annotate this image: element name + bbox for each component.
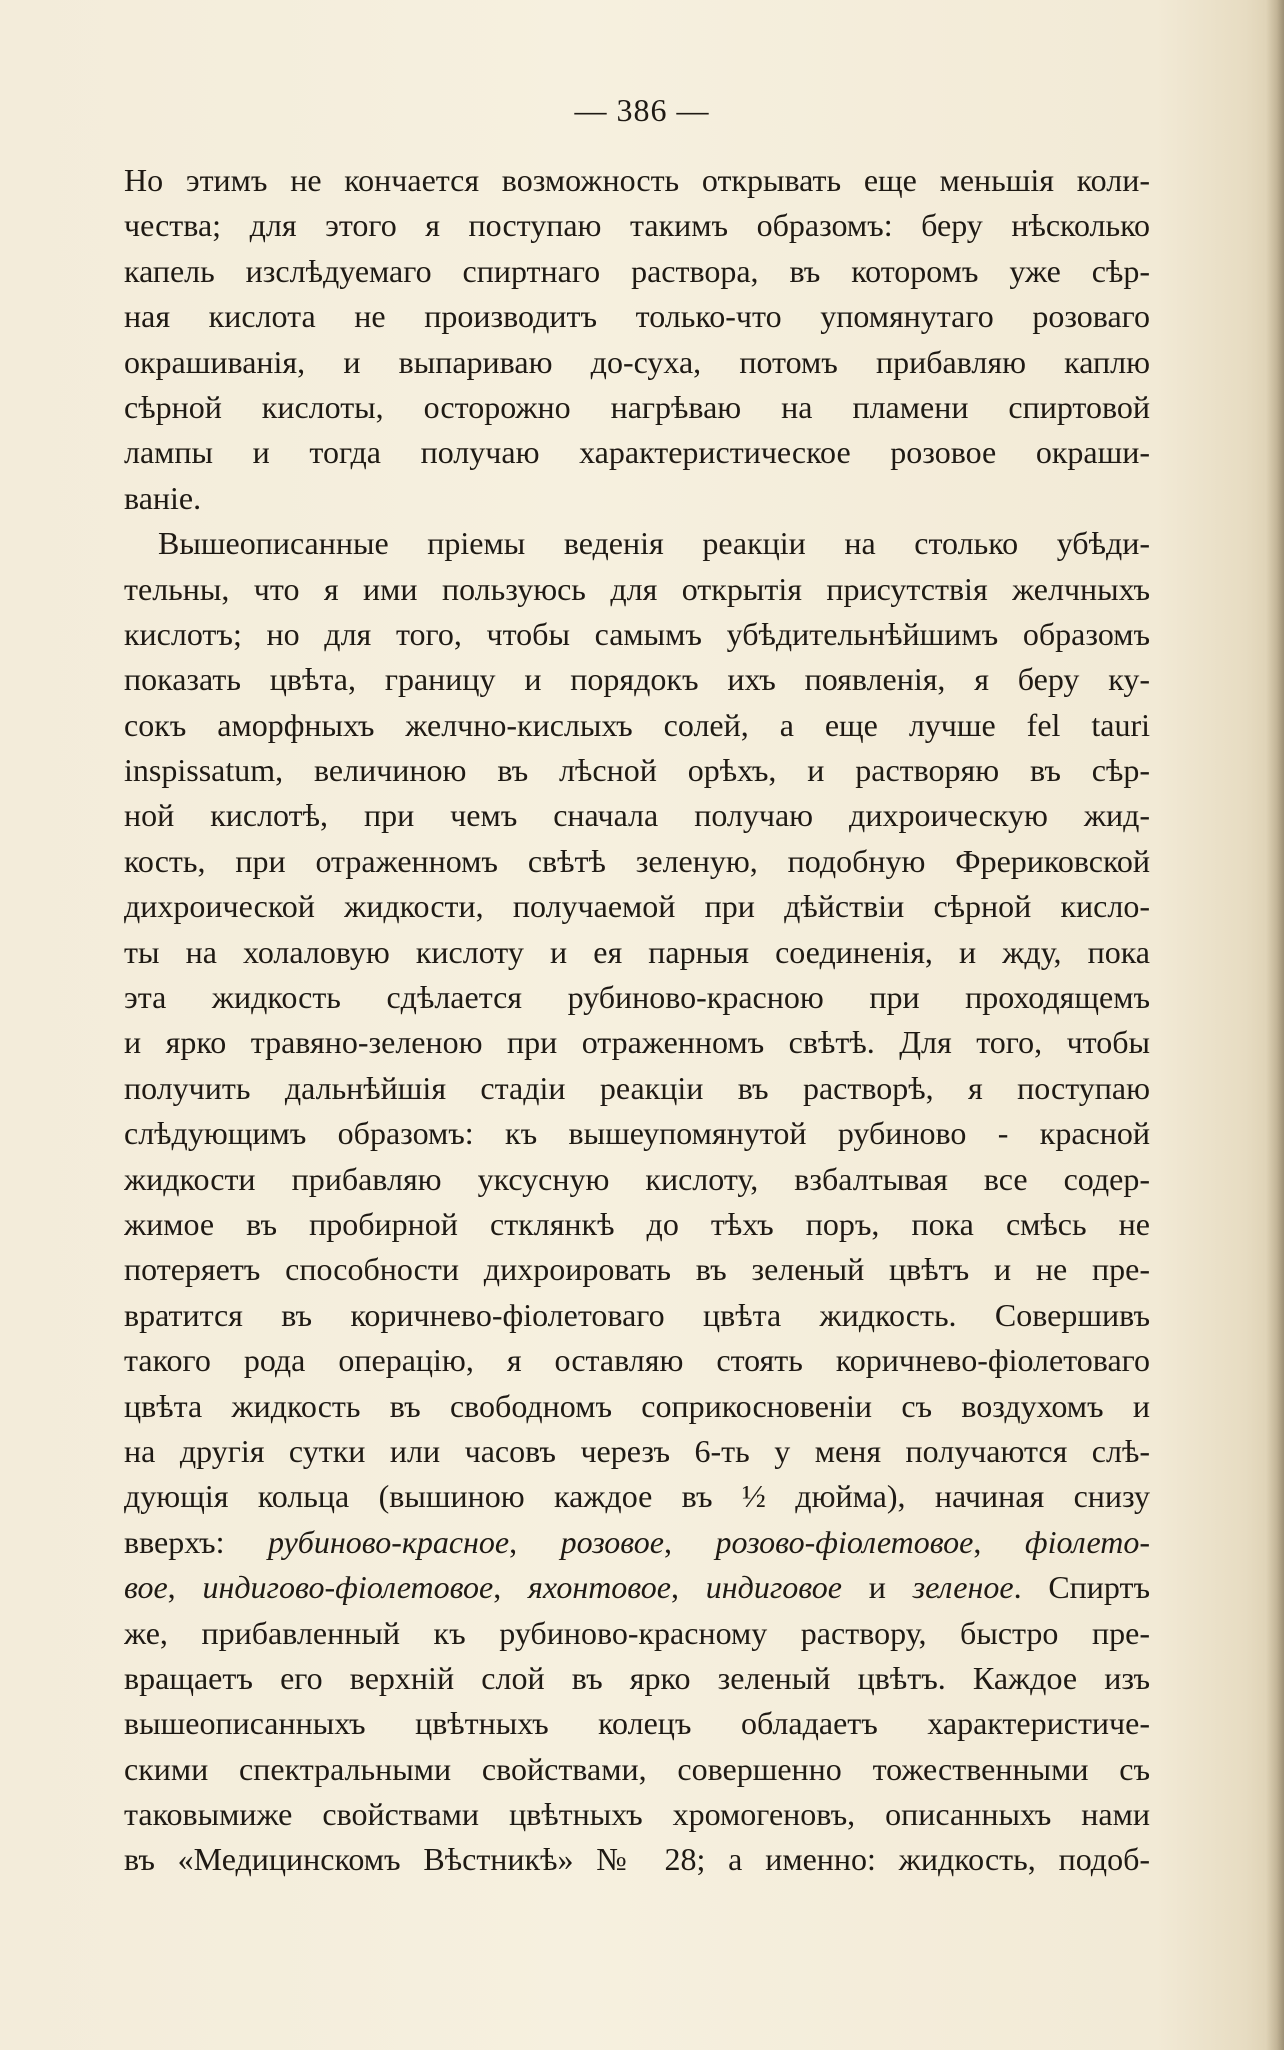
text-line	[124, 158, 1150, 203]
italic-term: фіолето-	[1024, 1523, 1150, 1560]
text-line	[124, 1429, 1150, 1474]
text-line	[124, 203, 1150, 248]
text-segment: на другія сутки или часовъ черезъ 6-ть у меня получаются слѣ-	[124, 1432, 1150, 1469]
text-segment: въ «Медицинскомъ Вѣстникѣ» № 28; а именно: жидкость, подоб-	[124, 1841, 1150, 1878]
text-line	[124, 1066, 1150, 1111]
text-segment: жидкости прибавляю уксусную кислоту, взбалтывая все содер-	[124, 1160, 1150, 1197]
text-segment: слѣдующимъ образомъ: къ вышеупомянутой рубиново - красной	[124, 1115, 1150, 1152]
text-line	[124, 567, 1150, 612]
text-line	[124, 340, 1150, 385]
text-line	[124, 1792, 1150, 1837]
text-segment: такого рода операцію, я оставляю стоять коричнево-фіолетоваго	[124, 1342, 1150, 1379]
text-line	[124, 1837, 1150, 1882]
text-line	[124, 703, 1150, 748]
text-segment: скими спектральными свойствами, совершенно тожественными съ	[124, 1750, 1150, 1787]
text-line	[124, 793, 1150, 838]
text-line	[124, 657, 1150, 702]
text-line	[124, 1293, 1150, 1338]
text-segment: вышеописанныхъ цвѣтныхъ колецъ обладаетъ характеристиче-	[124, 1705, 1150, 1742]
text-segment: показать цвѣта, границу и порядокъ ихъ появленія, я беру ку-	[124, 661, 1150, 698]
italic-term: индиговое	[705, 1569, 842, 1606]
text-segment: чества; для этого я поступаю такимъ образомъ: беру нѣсколько	[124, 207, 1150, 244]
text-line	[124, 1520, 1150, 1565]
text-segment: ной кислотѣ, при чемъ сначала получаю дихроическую жид-	[124, 797, 1150, 834]
text-segment: жимое въ пробирной стклянкѣ до тѣхъ поръ, пока смѣсь не	[124, 1205, 1150, 1242]
text-segment: . Спиртъ	[1013, 1569, 1150, 1606]
text-segment: вращаетъ его верхній слой въ ярко зеленый цвѣтъ. Каждое изъ	[124, 1659, 1150, 1696]
text-line	[124, 1611, 1150, 1656]
text-segment: эта жидкость сдѣлается рубиново-красною при проходящемъ	[124, 979, 1150, 1016]
text-line	[124, 748, 1150, 793]
text-line	[124, 430, 1150, 475]
text-line	[124, 1020, 1150, 1065]
text-segment: Вышеописанные пріемы веденія реакціи на столько убѣди-	[158, 525, 1150, 562]
text-segment: Но этимъ не кончается возможность открывать еще меньшія коли-	[124, 162, 1150, 198]
text-segment: ваніе.	[124, 479, 202, 516]
text-segment: ,	[509, 1523, 561, 1560]
text-segment: и	[841, 1569, 913, 1606]
text-line	[124, 476, 1150, 521]
text-segment: кость, при отраженномъ свѣтѣ зеленую, подобную Фрериковской	[124, 842, 1150, 879]
text-segment: потеряетъ способности дихроировать въ зеленый цвѣтъ и не пре-	[124, 1251, 1150, 1288]
text-line	[124, 1701, 1150, 1746]
italic-term: яхонтовое	[528, 1569, 671, 1606]
text-segment: кислотъ; но для того, чтобы самымъ убѣдительнѣйшимъ образомъ	[124, 615, 1150, 652]
text-segment: ,	[663, 1523, 716, 1560]
text-line	[124, 1111, 1150, 1156]
text-line	[124, 521, 1150, 566]
text-line	[124, 249, 1150, 294]
text-line	[124, 1202, 1150, 1247]
text-line	[124, 930, 1150, 975]
italic-term: розово-фіолетовое	[715, 1523, 974, 1560]
text-line	[124, 975, 1150, 1020]
page-edge-shadow	[1266, 0, 1284, 2050]
text-segment: капель изслѣдуемаго спиртнаго раствора, въ которомъ уже сѣр-	[124, 252, 1150, 289]
text-line	[124, 612, 1150, 657]
italic-term: индигово-фіолетовое	[202, 1569, 494, 1606]
text-segment: окрашиванія, и выпариваю до-суха, потомъ прибавляю каплю	[124, 343, 1150, 380]
text-segment: цвѣта жидкость въ свободномъ соприкосновеніи съ воздухомъ и	[124, 1387, 1150, 1424]
text-segment: вратится въ коричнево-фіолетоваго цвѣта жидкость. Совершивъ	[124, 1296, 1150, 1333]
text-segment: таковымиже свойствами цвѣтныхъ хромогеновъ, описанныхъ нами	[124, 1796, 1150, 1833]
page-number: — 386 —	[574, 92, 710, 128]
text-line	[124, 1565, 1150, 1610]
text-line	[124, 839, 1150, 884]
text-segment: тельны, что я ими пользуюсь для открытія присутствія желчныхъ	[124, 570, 1150, 607]
text-segment: же, прибавленный къ рубиново-красному раствору, быстро пре-	[124, 1614, 1150, 1651]
text-segment: дихроической жидкости, получаемой при дѣйствіи сѣрной кисло-	[124, 888, 1150, 925]
text-segment: ,	[973, 1523, 1025, 1560]
italic-term: рубиново-красное	[267, 1523, 510, 1560]
italic-term: розовое	[560, 1523, 664, 1560]
text-segment: ,	[167, 1569, 203, 1606]
text-segment: и ярко травяно-зеленою при отраженномъ свѣтѣ. Для того, чтобы	[124, 1024, 1150, 1061]
italic-term: зеленое	[912, 1569, 1014, 1606]
text-line	[124, 1157, 1150, 1202]
text-line	[124, 294, 1150, 339]
text-line	[124, 1474, 1150, 1519]
text-line	[124, 884, 1150, 929]
text-segment: ная кислота не производитъ только-что упомянутаго розоваго	[124, 298, 1150, 335]
text-segment: сокъ аморфныхъ желчно-кислыхъ солей, а еще лучше fel tauri	[124, 706, 1150, 743]
text-line	[124, 1338, 1150, 1383]
text-segment: сѣрной кислоты, осторожно нагрѣваю на пламени спиртовой	[124, 388, 1150, 425]
body-text	[124, 158, 1150, 1883]
text-line	[124, 1384, 1150, 1429]
text-segment: inspissatum, величиною въ лѣсной орѣхъ, и растворяю въ сѣр-	[124, 752, 1150, 789]
text-segment: получить дальнѣйшія стадіи реакціи въ растворѣ, я поступаю	[124, 1069, 1150, 1106]
text-line	[124, 1656, 1150, 1701]
text-segment: ты на холаловую кислоту и ея парныя соединенія, и жду, пока	[124, 933, 1150, 970]
text-segment: ,	[670, 1569, 706, 1606]
text-segment: дующія кольца (вышиною каждое въ ½ дюйма), начиная снизу	[124, 1478, 1150, 1515]
text-line	[124, 385, 1150, 430]
text-line	[124, 1247, 1150, 1292]
text-segment: ,	[493, 1569, 529, 1606]
italic-term: вое	[124, 1569, 168, 1606]
text-segment: лампы и тогда получаю характеристическое розовое окраши-	[124, 434, 1150, 471]
text-segment: вверхъ:	[124, 1523, 268, 1560]
text-line	[124, 1747, 1150, 1792]
